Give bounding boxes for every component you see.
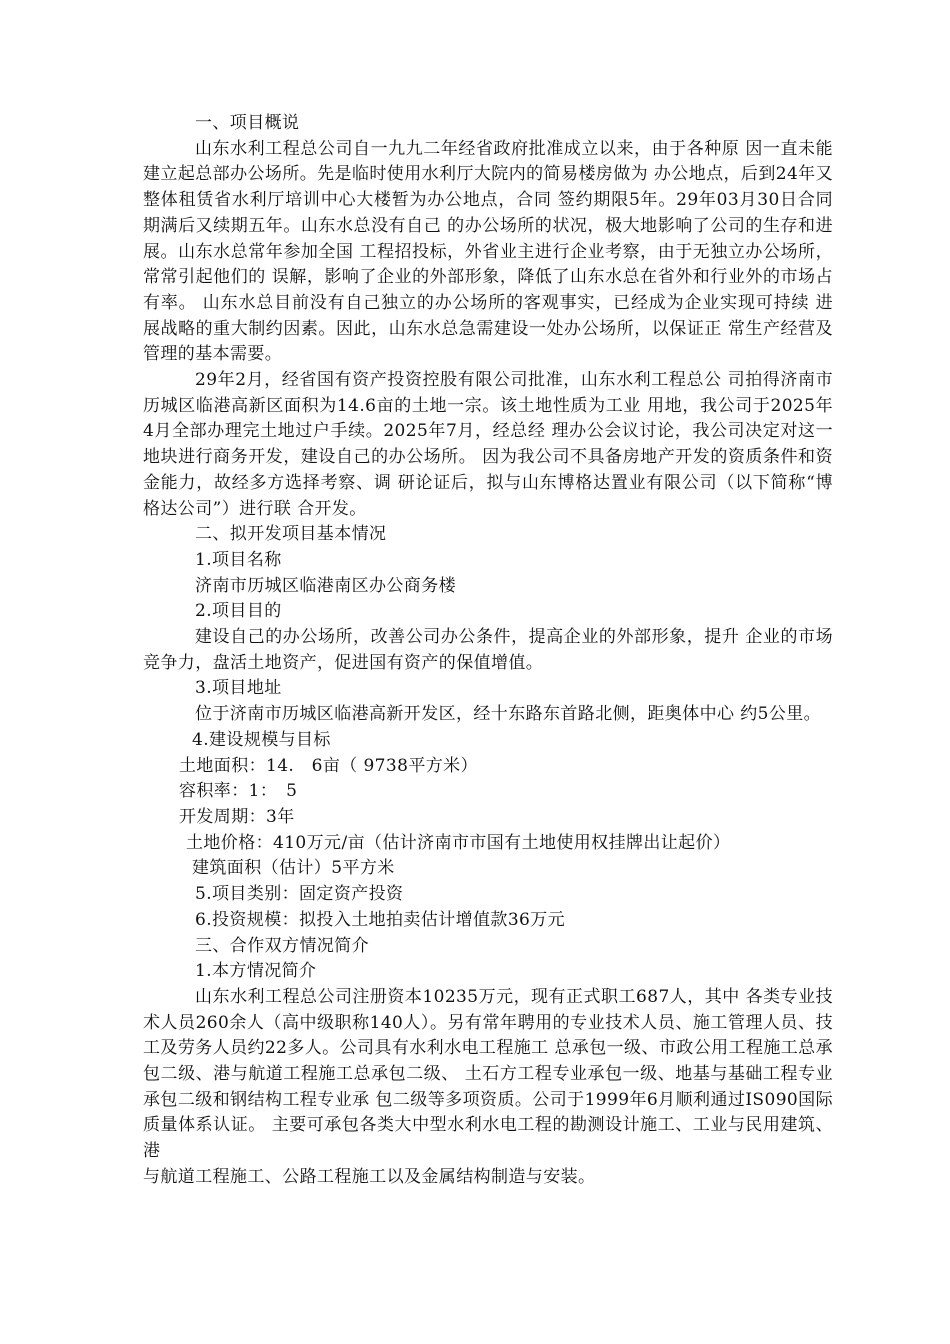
item-heading-scale: 4.建设规模与目标 bbox=[192, 729, 331, 750]
paragraph-background: 山东水利工程总公司自一九九二年经省政府批准成立以来，由于各种原 因一直未能建立起总部办公场所。先是临时使用水利厅大院内的简易楼房做为 办公地点，后到24年又整体租赁省水利厅培训中心大楼暂为办公地点，合同 签约期限5年。29年03月30日合同期满后又续期五年。山东水总没有自己 的办公场所的状况，极大地影响了公司的生存和进展。山东水总常年参加全国 工程招投标，外省业主进行企业考察，由于无独立办公场所，常常引起他们的 误解，影响了企业的外部形象，降低了山东水总在省外和行业外的市场占有率。 山东水总目前没有自己独立的办公场所的客观事实，已经成为企业实现可持续 进展战略的重大制约因素。因此，山东水总急需建设一处办公场所，以保证正 常生产经营及管理的基本需要。 bbox=[143, 138, 833, 365]
item-heading-purpose: 2.项目目的 bbox=[195, 601, 282, 622]
item-text-name: 济南市历城区临港南区办公商务楼 bbox=[195, 575, 456, 596]
item-heading-name: 1.项目名称 bbox=[195, 549, 282, 570]
land-price-line: 土地价格：410万元/亩（估计济南市市国有土地使用权挂牌出让起价） bbox=[186, 832, 731, 853]
document-body bbox=[143, 111, 833, 1191]
paragraph-land-acquisition: 29年2月，经省国有资产投资控股有限公司批准，山东水利工程总公 司拍得济南市历城区临港高新区面积为14.6亩的土地一宗。该土地性质为工业 用地，我公司于2025年4月全部办理完土地过户手续。2025年7月，经总经 理办公会议讨论，我公司决定对这一地块进行商务开发，建设自己的办公场所。 因为我公司不具备房地产开发的资质条件和资金能力，故经多方选择考察、调 研论证后，拟与山东博格达置业有限公司（以下简称“博格达公司”）进行联 合开发。 bbox=[143, 370, 833, 519]
section-heading-partners: 三、合作双方情况简介 bbox=[195, 935, 369, 956]
item-category-line: 5.项目类别：固定资产投资 bbox=[195, 884, 404, 905]
paragraph-company-profile-end: 与航道工程施工、公路工程施工以及金属结构制造与安装。 bbox=[143, 1166, 596, 1187]
plot-ratio-line: 容积率：1： 5 bbox=[179, 781, 298, 802]
item-investment-line: 6.投资规模：拟投入土地拍卖估计增值款36万元 bbox=[195, 909, 566, 930]
building-area-line: 建筑面积（估计）5平方米 bbox=[192, 858, 395, 879]
section-heading-project-info: 二、拟开发项目基本情况 bbox=[195, 524, 387, 545]
section-heading-overview: 一、项目概说 bbox=[195, 113, 300, 133]
paragraph-company-profile: 山东水利工程总公司注册资本10235万元，现有正式职工687人，其中 各类专业技术人员260余人（高中级职称140人）。另有常年聘用的专业技术人员、施工管理人员、技工及劳务人员约22多人。公司具有水利水电工程施工 总承包一级、市政公用工程施工总承包二级、港与航道工程施工总承包二级、 土石方工程专业承包一级、地基与基础工程专业承包二级和钢结构工程专业承 包二级等多项资质。公司于1999年6月顺利通过IS090国际质量体系认证。 主要可承包各类大中型水利水电工程的勘测设计施工、工业与民用建筑、港 bbox=[143, 986, 833, 1162]
item-heading-address: 3.项目地址 bbox=[195, 678, 282, 699]
item-text-purpose: 建设自己的办公场所，改善公司办公条件，提高企业的外部形象，提升 企业的市场竞争力，盘活土地资产，促进国有资产的保值增值。 bbox=[143, 627, 833, 673]
dev-period-line: 开发周期：3年 bbox=[179, 806, 295, 827]
sub-heading-our-company: 1.本方情况简介 bbox=[195, 961, 317, 982]
land-area-line: 土地面积：14. 6亩（ 9738平方米） bbox=[179, 755, 478, 776]
item-text-address: 位于济南市历城区临港高新开发区，经十东路东首路北侧，距奥体中心 约5公里。 bbox=[195, 704, 822, 725]
